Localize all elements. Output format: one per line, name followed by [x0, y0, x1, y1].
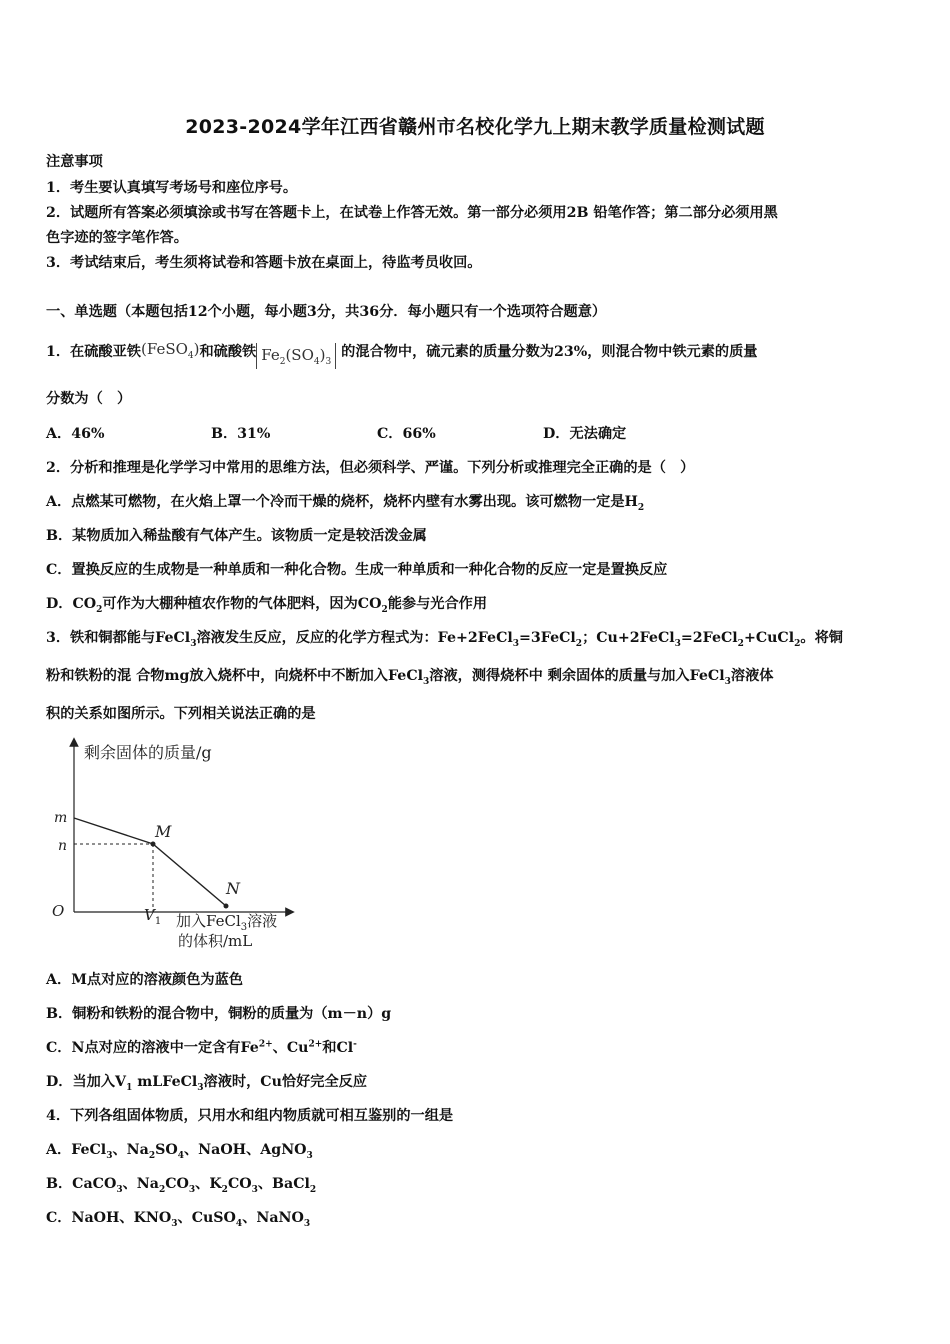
- point-m: [151, 842, 156, 847]
- notice-item-2-cont: 色字迹的签字笔作答。: [46, 230, 188, 246]
- q4-option-a: A．FeCl$_3$、$Na_2SO_4$、NaOH、AgNO$_3$: [46, 1142, 313, 1161]
- q1-option-b: B．31%: [211, 426, 271, 442]
- q3-option-a: A．M点对应的溶液颜色为蓝色: [46, 972, 243, 988]
- q3-option-b: B．铜粉和铁粉的混合物中，铜粉的质量为（m－n）g: [46, 1006, 392, 1022]
- y-axis-label: 剩余固体的质量/g: [84, 743, 212, 762]
- question-1-stem-cont: 分数为（ ）: [46, 391, 132, 407]
- q3-option-c: C．N点对应的溶液中一定含有$Fe^{2+}$、$Cu^{2+}$和Cl-: [46, 1039, 357, 1056]
- y-tick-m: m: [54, 810, 68, 826]
- notice-item-3: 3．考试结束后，考生须将试卷和答题卡放在桌面上，待监考员收回。: [46, 255, 482, 271]
- notice-item-2: 2．试题所有答案必须填涂或书写在答题卡上，在试卷上作答无效。第一部分必须用2B 铅笔作答；第二部分必须用黑: [46, 205, 778, 221]
- origin-label: O: [52, 902, 65, 920]
- formula-feso4: (FeSO$_4$): [141, 340, 200, 361]
- data-line: [74, 818, 226, 906]
- question-3-stem-line2: 粉和铁粉的混 合物mg放入烧杯中，向烧杯中不断加入FeCl$_3$溶液，测得烧杯中 剩余固体的质量与加入FeCl$_3$溶液体: [46, 668, 774, 687]
- point-label-m: M: [155, 822, 172, 841]
- q4-option-b: B．CaCO$_3$、$Na_2CO_3$、$K_2CO_3$、BaCl$_2$: [46, 1176, 317, 1195]
- q4-option-c: C．NaOH、$KNO_3$、CuSO$_4$、NaNO$_3$: [46, 1210, 311, 1229]
- x-axis-label-line2: 的体积/mL: [178, 932, 253, 950]
- question-2-stem: 2．分析和推理是化学学习中常用的思维方法，但必须科学、严谨。下列分析或推理完全正确的是（ ）: [46, 460, 695, 476]
- q1-option-c: C．66%: [377, 426, 436, 442]
- q1-option-d: D．无法确定: [543, 426, 627, 442]
- x-axis-label: 加入FeCl$_3$溶液: [176, 912, 278, 933]
- notice-item-1: 1．考生要认真填写考场号和座位序号。: [46, 180, 298, 196]
- question-4-stem: 4．下列各组固体物质，只用水和组内物质就可相互鉴别的一组是: [46, 1108, 454, 1124]
- notice-heading: 注意事项: [46, 154, 103, 170]
- x-tick-v1: $V_1$: [144, 906, 162, 927]
- formula-fe2so43: $Fe_2(SO_4)_3$: [256, 343, 336, 369]
- point-n: [224, 904, 229, 909]
- q3-chart: [46, 736, 346, 958]
- section-heading: 一、单选题（本题包括12个小题，每小题3分，共36分．每小题只有一个选项符合题意）: [46, 304, 607, 320]
- question-3-stem: 3．铁和铜都能与FeCl$_3$溶液发生反应，反应的化学方程式为：Fe+2FeCl$_3$=3FeCl$_2$；Cu+2FeCl$_3$=2FeCl$_2$+CuCl$_2$。将铜: [46, 630, 843, 649]
- y-tick-n: n: [58, 838, 68, 854]
- q2-option-d: D．$CO_2$可作为大棚种植农作物的气体肥料，因为$CO_2$能参与光合作用: [46, 596, 488, 615]
- page-title: 2023-2024学年江西省赣州市名校化学九上期末教学质量检测试题: [185, 116, 765, 138]
- point-label-n: N: [226, 879, 240, 898]
- q2-option-b: B．某物质加入稀盐酸有气体产生。该物质一定是较活泼金属: [46, 528, 427, 544]
- q3-option-d: D．当加入$V_1$ mLFeCl$_3$溶液时，Cu恰好完全反应: [46, 1074, 368, 1093]
- q2-option-c: C．置换反应的生成物是一种单质和一种化合物。生成一种单质和一种化合物的反应一定是置换反应: [46, 562, 668, 578]
- question-1-stem: 1．在硫酸亚铁(FeSO$_4$)和硫酸铁 $Fe_2(SO_4)_3$ 的混合物中，硫元素的质量分数为23%，则混合物中铁元素的质量: [46, 336, 757, 369]
- q2-option-a: A．点燃某可燃物，在火焰上罩一个冷而干燥的烧杯，烧杯内壁有水雾出现。该可燃物一定是$H_2$: [46, 494, 645, 513]
- question-3-stem-line3: 积的关系如图所示。下列相关说法正确的是: [46, 706, 316, 722]
- q1-option-a: A．46%: [46, 426, 105, 442]
